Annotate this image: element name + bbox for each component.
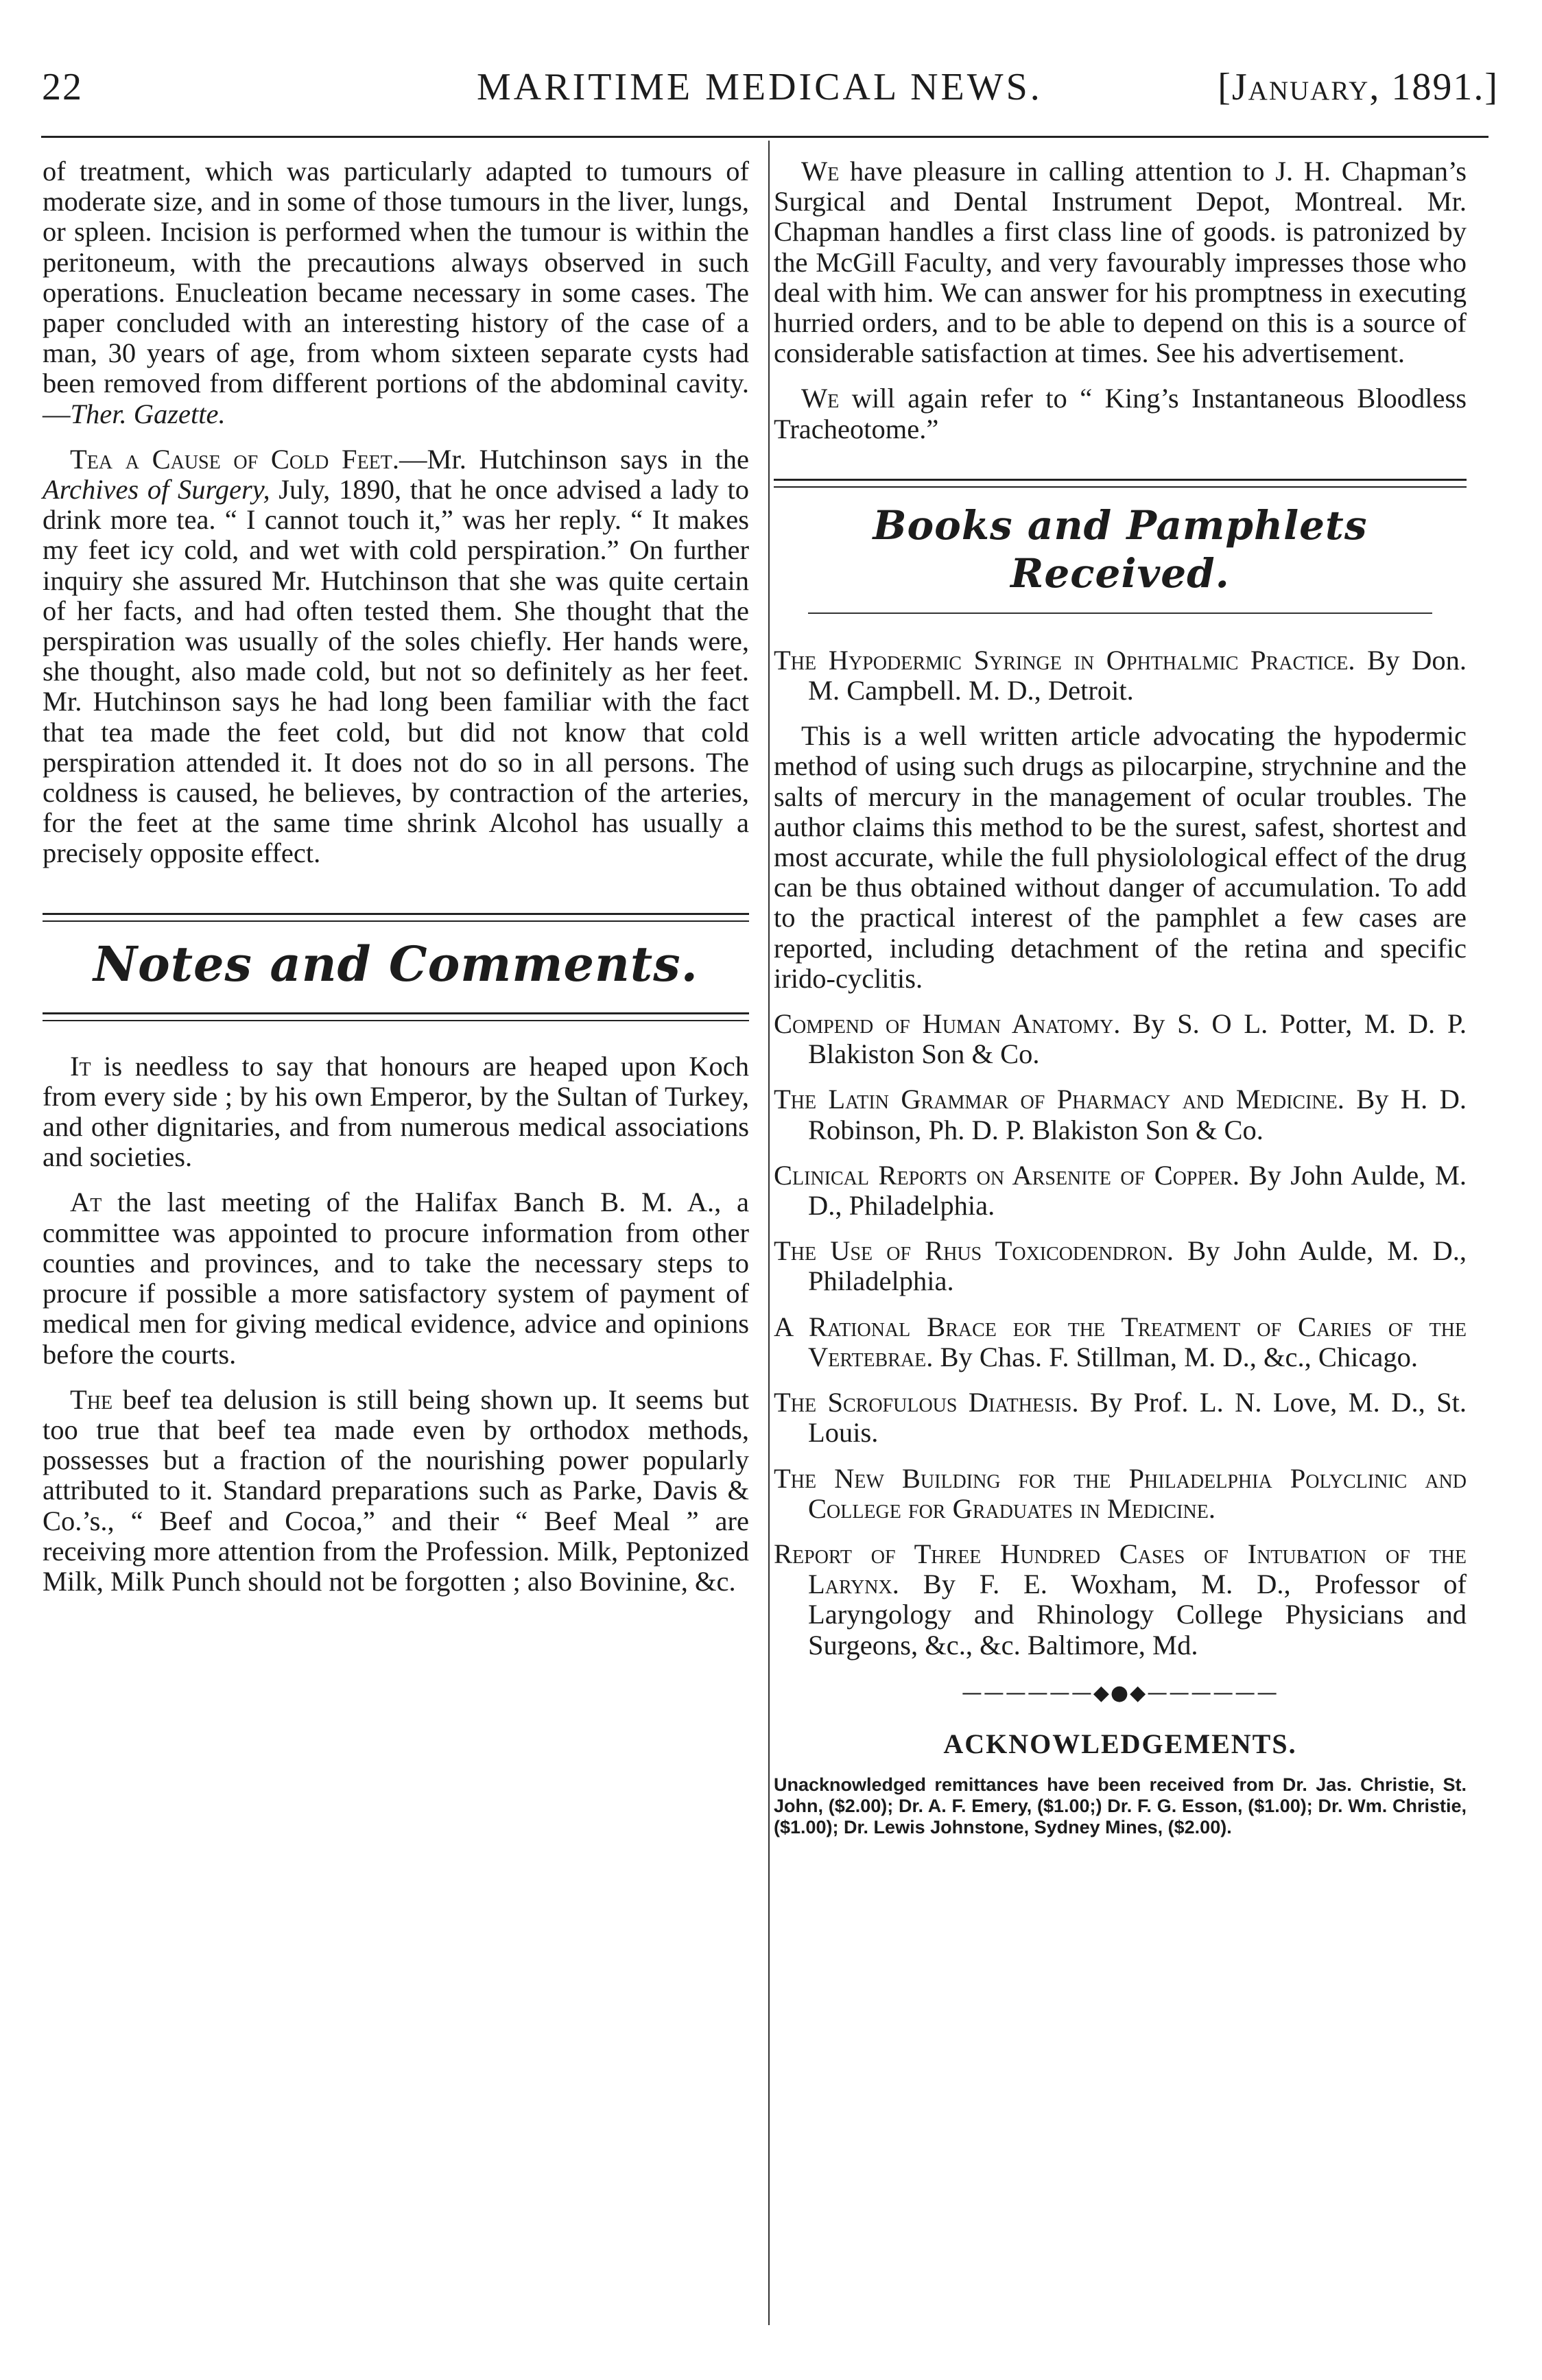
page-number: 22 (42, 66, 83, 108)
king-text: will again refer to “ King’s Instantaneous Bloodless Tracheotome.” (774, 383, 1467, 444)
book-entry (774, 1084, 1467, 1145)
books-rule-top (774, 479, 1467, 488)
chapman-lead: We (801, 156, 840, 187)
ornament-divider: ——————◆●◆—————— (961, 1680, 1279, 1705)
tea-text-2: July, 1890, that he once advised a lady to drink more tea. “ I cannot touch it,” was her reply. “ It makes my feet icy cold, and wet with cold perspiration.” On further inquiry she assured Mr. Hutchinson that she was quite certain of her facts, and had often tested them. She thought that the perspiration was usually of the soles chiefly. Her hands were, she thought, also made cold, but not so definitely as her feet. Mr. Hutchinson says he had long been familiar with the fact that tea made the feet cold, but did not know that cold perspiration attended it. It does not do so in all persons. The coldness is caused, he believes, by contraction of the arteries, for the feet at the same time shrink Alcohol has usually a precisely opposite effect. (43, 474, 749, 869)
book-author: By John Aulde, M. D., Philadelphia. (808, 1159, 1467, 1222)
spacer (43, 922, 749, 937)
spacer (774, 597, 1467, 612)
book-author: By H. D. Robinson, Ph. D. P. Blakiston Son & Co. (808, 1084, 1467, 1145)
book-entry (774, 1539, 1467, 1661)
treatment-source: Ther. Gazette. (70, 398, 226, 429)
book-title: Compend of Human Anatomy. (774, 1008, 1121, 1040)
koch-lead: It (70, 1050, 91, 1082)
book-author: By John Aulde, M. D., Philadelphia. (808, 1235, 1467, 1297)
king-lead: We (801, 383, 840, 414)
acknowledgements-title: ACKNOWLEDGEMENTS. (943, 1728, 1297, 1759)
book-title: A Rational Brace eor the Treatment of Caries of the Vertebrae. (774, 1311, 1467, 1372)
journal-title: MARITIME MEDICAL NEWS. (477, 66, 1043, 108)
book-entry (774, 645, 1467, 706)
books-section-title: Books and Pamphlets Received. (873, 501, 1368, 597)
book-entry (774, 1388, 1467, 1448)
tea-article (43, 444, 749, 869)
treatment-paragraph (43, 156, 749, 429)
tea-text-1: —Mr. Hutchinson says in the (399, 443, 749, 475)
book-title: The New Building for the Philadelphia Polyclinic and College for Graduates in Medicine. (774, 1462, 1467, 1524)
beef-lead: The (70, 1383, 113, 1415)
book-author: By F. E. Woxham, M. D., Professor of Laryngology and Rhinology College Physicians and Surgeons, &c., &c. Baltimore, Md. (808, 1569, 1467, 1661)
issue-date: [January, 1891.] (1218, 66, 1499, 108)
book-entry (774, 1161, 1467, 1221)
book-title: The Scrofulous Diathesis. (774, 1387, 1079, 1418)
spacer (774, 488, 1467, 501)
column-divider (768, 141, 770, 2325)
king-paragraph (774, 383, 1467, 444)
book-title: The Latin Grammar of Pharmacy and Medicine. (774, 1084, 1344, 1115)
tea-heading: Tea a Cause of Cold Feet. (70, 443, 400, 475)
section-rule-top (43, 913, 749, 922)
book-title: The Use of Rhus Toxicodendron. (774, 1235, 1174, 1267)
left-column (43, 156, 749, 1612)
book-entry (774, 1464, 1467, 1524)
spacer (43, 992, 749, 1012)
notes-section-title: Notes and Comments. (93, 935, 698, 992)
treatment-text: of treatment, which was particularly adapted to tumours of moderate size, and in some of those tumours in the liver, lungs, or spleen. Incision is performed when the tumour is within the peritoneum, with the precautions always observed in such operations. Enucleation became necessary in some cases. The paper concluded with an interesting history of the case of a man, 30 years of age, from whom sixteen separate cysts had been removed from different portions of the abdominal cavity.— (43, 156, 749, 429)
koch-paragraph (43, 1051, 749, 1173)
acknowledgements-text: Unacknowledged remittances have been received from Dr. Jas. Christie, St. John, ($2.00); Dr. A. F. Emery, ($1.00;) Dr. F. G. Esson, ($1.00); Dr. Wm. Christie, ($1.00); Dr. Lewis Johnstone, Sydney Mines, ($2.00). (774, 1774, 1467, 1838)
header-rule (41, 136, 1488, 138)
book-review: This is a well written article advocating the hypodermic method of using such drugs as pilocarpine, strychnine and the salts of mercury in the management of ocular troubles. The author claims this method to be the surest, safest, shortest and most accurate, while the full physiolological effect of the drug can be thus obtained without danger of accumulation. To add to the practical interest of the pamphlet a few cases are reported, including detachment of the retina and specific irido-cyclitis. (774, 720, 1467, 994)
spacer (774, 614, 1467, 645)
beef-tea-paragraph (43, 1385, 749, 1597)
book-title: Report of Three Hundred Cases of Intubation of the Larynx. (774, 1538, 1467, 1600)
book-author: By Prof. L. N. Love, M. D., St. Louis. (808, 1387, 1467, 1449)
beef-text: beef tea delusion is still being shown up. It seems but too true that beef tea made even by orthodox methods, possesses but a fraction of the nourishing power popularly attributed to it. Standard preparations such as Parke, Davis & Co.’s., “ Beef and Cocoa,” and their “ Beef Meal ” are receiving more attention from the Profession. Milk, Peptonized Milk, Milk Punch should not be forgotten ; also Bovinine, &c. (43, 1383, 749, 1597)
chapman-text: have pleasure in calling attention to J. H. Chapman’s Surgical and Dental Instrument Depot, Montreal. Mr. Chapman handles a first class line of goods. is patronized by the McGill Faculty, and very favourably impresses those who deal with him. We can answer for his promptness in executing hurried orders, and to be able to depend on this is a source of considerable satisfaction at times. See his advertisement. (774, 156, 1467, 369)
halifax-lead: At (70, 1187, 102, 1218)
halifax-paragraph (43, 1187, 749, 1369)
chapman-paragraph (774, 156, 1467, 368)
book-author: By Chas. F. Stillman, M. D., &c., Chicago. (933, 1341, 1418, 1372)
spacer (43, 884, 749, 913)
book-title: The Hypodermic Syringe in Ophthalmic Practice. (774, 644, 1355, 676)
book-entry (774, 1236, 1467, 1296)
section-rule-bottom (43, 1012, 749, 1021)
book-entry (774, 1009, 1467, 1069)
book-entry (774, 1312, 1467, 1372)
koch-text: is needless to say that honours are heaped upon Koch from every side ; by his own Emperor, by the Sultan of Turkey, and other dignitaries, and from numerous medical associations and societies. (43, 1050, 749, 1173)
tea-journal: Archives of Surgery, (43, 474, 270, 505)
book-title: Clinical Reports on Arsenite of Copper. (774, 1159, 1239, 1191)
halifax-text: the last meeting of the Halifax Banch B. M. A., a committee was appointed to procure information from other counties and provinces, and to take the necessary steps to procure if possible a more satisfactory system of payment of medical men for giving medical evidence, advice and opinions before the courts. (43, 1187, 749, 1370)
spacer (774, 460, 1467, 479)
book-author: By Don. M. Campbell. M. D., Detroit. (808, 644, 1467, 706)
book-author: By S. O L. Potter, M. D. P. Blakiston Son & Co. (808, 1008, 1467, 1070)
spacer (43, 1021, 749, 1051)
right-column (774, 156, 1467, 1853)
running-head (38, 65, 1499, 120)
